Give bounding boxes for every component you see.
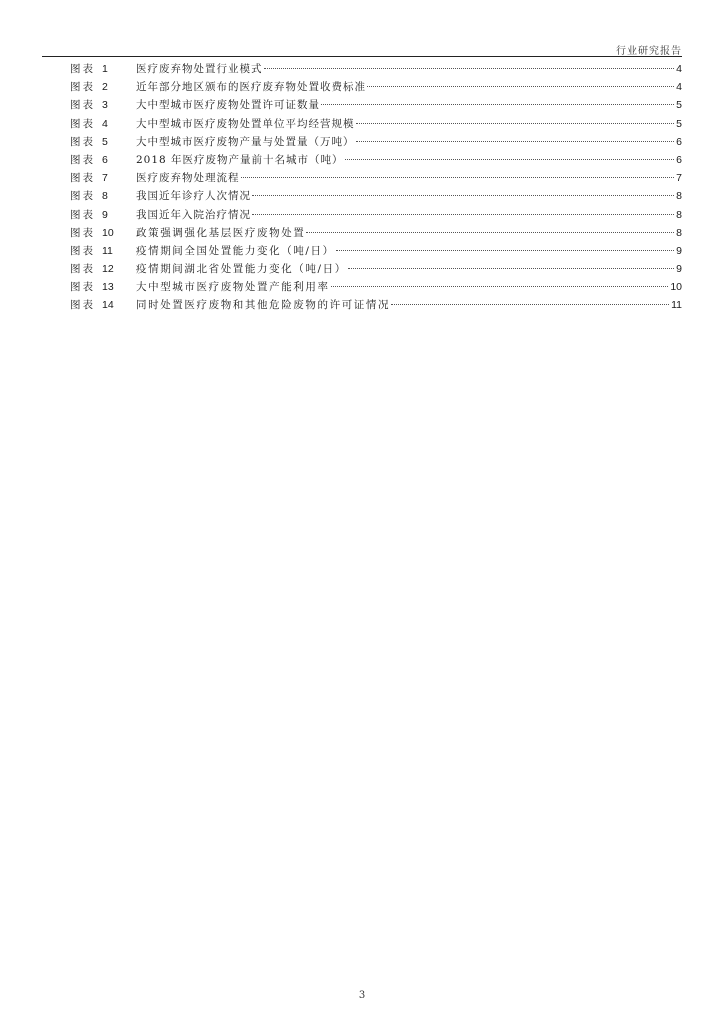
toc-entry-prefix: 图表 — [70, 208, 95, 221]
toc-entry-page: 9 — [676, 263, 682, 276]
toc-dot-leader — [331, 286, 669, 287]
toc-dot-leader — [345, 159, 675, 160]
toc-entry[interactable] — [70, 296, 682, 314]
toc-dot-leader — [356, 123, 675, 124]
toc-entry-prefix: 图表 — [70, 299, 95, 312]
toc-entry-number: 6 — [102, 153, 108, 166]
toc-entry[interactable] — [70, 169, 682, 187]
toc-entry[interactable] — [70, 187, 682, 205]
toc-entry-page: 4 — [676, 81, 682, 94]
toc-entry-prefix: 图表 — [70, 153, 95, 166]
toc-dot-leader — [264, 68, 675, 69]
toc-entry-page: 8 — [676, 190, 682, 203]
toc-dot-leader — [391, 304, 669, 305]
toc-entry[interactable] — [70, 206, 682, 224]
toc-entry-number: 9 — [102, 208, 108, 221]
toc-entry-number: 5 — [102, 135, 108, 148]
toc-entry-page: 6 — [676, 153, 682, 166]
toc-entry-title: 2018 年医疗废物产量前十名城市（吨） — [136, 153, 344, 166]
toc-entry[interactable] — [70, 78, 682, 96]
toc-dot-leader — [252, 195, 674, 196]
toc-entry-title: 我国近年诊疗人次情况 — [136, 190, 251, 203]
toc-entry-title: 近年部分地区颁布的医疗废弃物处置收费标准 — [136, 81, 366, 94]
toc-dot-leader — [356, 141, 675, 142]
toc-entry-title: 大中型城市医疗废物产量与处置量（万吨） — [136, 135, 355, 148]
toc-entry-page: 8 — [676, 208, 682, 221]
toc-entry[interactable] — [70, 60, 682, 78]
toc-entry-number: 11 — [102, 244, 113, 257]
toc-entry-prefix: 图表 — [70, 172, 95, 185]
toc-entry-page: 7 — [676, 172, 682, 185]
toc-entry-title: 大中型城市医疗废物处置许可证数量 — [136, 99, 320, 112]
toc-entry-number: 10 — [102, 226, 114, 239]
toc-dot-leader — [321, 104, 674, 105]
toc-dot-leader — [336, 250, 674, 251]
toc-entry-number: 13 — [102, 281, 114, 294]
toc-entry-title: 同时处置医疗废物和其他危险废物的许可证情况 — [136, 299, 391, 312]
toc-entry[interactable] — [70, 224, 682, 242]
toc-entry[interactable] — [70, 96, 682, 114]
toc-entry-title: 医疗废弃物处置行业模式 — [136, 63, 263, 75]
toc-entry-prefix: 图表 — [70, 63, 95, 75]
toc-entry-page: 6 — [676, 135, 682, 148]
toc-dot-leader — [348, 268, 674, 269]
toc-entry-prefix: 图表 — [70, 81, 95, 94]
toc-entry-title: 政策强调强化基层医疗废物处置 — [136, 226, 306, 239]
toc-entry-title: 医疗废弃物处理流程 — [136, 172, 240, 185]
header-divider — [42, 56, 682, 57]
toc-entry-number: 7 — [102, 172, 108, 185]
toc-entry[interactable] — [70, 151, 682, 169]
toc-dot-leader — [241, 177, 675, 178]
toc-entry-number: 2 — [102, 81, 108, 94]
toc-dot-leader — [306, 232, 674, 233]
toc-dot-leader — [367, 86, 674, 87]
toc-entry-page: 9 — [676, 244, 682, 257]
toc-entry-prefix: 图表 — [70, 281, 95, 294]
toc-entry-prefix: 图表 — [70, 190, 95, 203]
report-type-header: 行业研究报告 — [616, 46, 682, 57]
figure-table-of-contents — [70, 60, 682, 315]
toc-entry-prefix: 图表 — [70, 99, 95, 112]
toc-entry-page: 5 — [676, 117, 682, 130]
toc-dot-leader — [252, 214, 674, 215]
toc-entry-title: 大中型城市医疗废物处置单位平均经营规模 — [136, 117, 355, 130]
toc-entry-page: 10 — [670, 281, 682, 294]
toc-entry-prefix: 图表 — [70, 117, 95, 130]
toc-entry-prefix: 图表 — [70, 244, 95, 257]
toc-entry[interactable] — [70, 278, 682, 296]
toc-entry-page: 5 — [676, 99, 682, 112]
toc-entry[interactable] — [70, 133, 682, 151]
toc-entry[interactable] — [70, 242, 682, 260]
toc-entry-number: 1 — [102, 63, 108, 75]
toc-entry-title: 疫情期间全国处置能力变化（吨/日） — [136, 244, 335, 257]
toc-entry-prefix: 图表 — [70, 263, 95, 276]
toc-entry-prefix: 图表 — [70, 226, 95, 239]
toc-entry-number: 12 — [102, 263, 114, 276]
toc-entry[interactable] — [70, 260, 682, 278]
toc-entry-page: 4 — [676, 63, 682, 75]
toc-entry[interactable] — [70, 115, 682, 133]
toc-entry-page: 11 — [671, 299, 682, 312]
toc-entry-prefix: 图表 — [70, 135, 95, 148]
toc-entry-title: 疫情期间湖北省处置能力变化（吨/日） — [136, 263, 347, 276]
toc-entry-number: 14 — [102, 299, 114, 312]
toc-entry-number: 4 — [102, 117, 108, 130]
toc-entry-title: 我国近年入院治疗情况 — [136, 208, 251, 221]
toc-entry-page: 8 — [676, 226, 682, 239]
page-number: 3 — [358, 990, 366, 1001]
toc-entry-number: 8 — [102, 190, 108, 203]
toc-entry-number: 3 — [102, 99, 108, 112]
toc-entry-title: 大中型城市医疗废物处置产能利用率 — [136, 281, 330, 294]
